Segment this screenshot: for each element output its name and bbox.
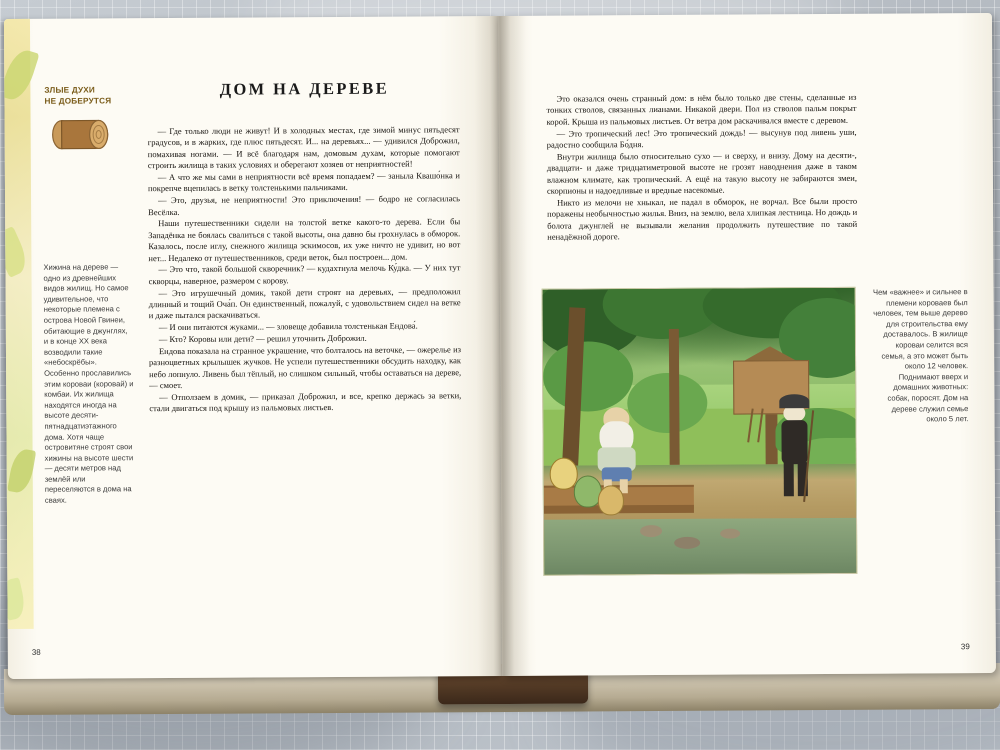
right-page — [498, 13, 996, 676]
paragraph: Наши путешественники сидели на толстой ветке какого-то дерева. Если бы Западёнка не боялась свалиться с такой высоты, она давно бы грохнулась в обморок. Казалось, после иглу, снежного жилища эскимосов, их уже ничто не удивит, но вот нет... Недалеко от путешественников, среди веток, был построен... дом. — [148, 216, 461, 263]
page-number-right: 39 — [960, 642, 970, 652]
sidebar-heading: ЗЛЫЕ ДУХИ НЕ ДОБЕРУТСЯ — [44, 85, 112, 106]
paragraph: Это оказался очень странный дом: в нём было только две стены, сделанные из тонких стволов, связанных лианами. Никакой двери. Пол из стволов пальм покрыт корой. Крыша из пальмовых листьев. От ветра дом раскачивался вместе с деревом. — [546, 91, 857, 127]
rock — [640, 525, 662, 537]
left-page-body — [148, 124, 462, 415]
foliage-blob — [543, 341, 633, 412]
right-page-body — [546, 92, 857, 244]
mask-prop — [598, 485, 624, 515]
paragraph: — Это тропический лес! Это тропический дождь! — высунув под ливень уши, радостно сообщила Бо́дня. — [546, 126, 857, 150]
paragraph: — Где только люди не живут! И в холодных местах, где зимой минус пятьдесят градусов, и в жарких, где плюс пятьдесят. И... на деревьях... — удивился Доброжил, помахивая ногами. — И всё благодаря нам, домовым духам, которые помогают строить жилища в таких условиях и оберегают хозяев от неприятностей! — [147, 124, 460, 171]
page-number-left: 38 — [31, 647, 41, 657]
sidebar-note-text: Хижина на дереве — одно из древнейших видов жилищ. Но самое удивительное, что некоторые племена с острова Новой Гвинеи, обитающие в джунглях, и в конце XX века возводили такие «небоскрёбы». Особенно прославились этим короваи (коровай) и комбаи. Их жилища находятся иногда на высоте десяти-пятнадцатиэтажного дома. Хотя чаще островитяне строят свои хижины на высоте шести — десяти метров над землёй или переселяются в дома на сваях. — [43, 262, 134, 505]
paragraph: Никто из мелочи не хныкал, не падал в обморок, не ворчал. Все были просто поражены необычностью жилья. Вниз, на землю, вела хлипкая лестница. Но дождь и болота джунглей не вызывали желания продолжить путешествие по такой ненадёжной дороге. — [547, 195, 858, 242]
tree-house-jungle-illustration — [542, 287, 858, 576]
tree-trunk — [669, 329, 680, 479]
decorative-margin-strip — [4, 16, 34, 629]
open-book — [4, 13, 996, 695]
illustration-water — [544, 518, 856, 575]
tribal-character-figure — [773, 404, 816, 508]
paragraph: — Кто? Коровы или дети? — решил уточнить Доброжил. — [158, 332, 367, 345]
log-icon — [49, 114, 113, 154]
paragraph: — А что же мы сами в неприятности всё время попадаем? — заныла Квашо́нка и покрепче вцепилась в ветку толстенькими пальчиками. — [147, 170, 460, 194]
paragraph: Ендова показала на странное украшение, что болталось на веточке, — ожерелье из разноцветных крылышек жучков. Не успели путешественники обсудить находку, как небо лопнуло. Ливень был тёплый, но слишком сильный, чтобы оставаться на дереве, — смоет. — [149, 344, 462, 391]
rock — [720, 529, 740, 539]
paragraph: — И они питаются жуками... — зловеще добавила толстенькая Ендова́. — [158, 320, 418, 333]
right-margin-note-text: Чем «важнее» и сильнее в племени короваев был человек, тем выше дерево для строительства ему доставалось. В жилище короваи селится вся семья, а это может быть около 12 человек. Поднимают вверх и домашних животных: собак, поросят. Дом на дереве служил семье около 5 лет. — [872, 287, 969, 424]
paragraph: — Это, друзья, не неприятности! Это приключения! — бодро не согласилась Весёлка. — [148, 193, 461, 217]
mask-prop — [550, 458, 578, 490]
chapter-title: ДОМ НА ДЕРЕВЕ — [219, 78, 390, 99]
paragraph: — Отползаем в домик, — приказал Доброжил, и все, крепко держась за ветки, стали двигаться под крышу из пальмовых листьев. — [149, 390, 462, 414]
left-page — [4, 16, 502, 679]
paragraph: Внутри жилища было относительно сухо — и сверху, и внизу. Дому на десяти-, двадцати- и даже тридцатиметровой высоте не грозят наводнения даже в таком влажном климате, как тропический. А ещё на такую высоту не забираются змеи, скорпионы и надоедливые и вредные насекомые. — [546, 149, 857, 196]
paragraph: — Это игрушечный домик, такой дети строят на деревьях, — предположил длинный и тощий Оча́п. Он единственный, пожалуй, с удовольствием сидел на ветке и даже пытался раскачиваться. — [148, 285, 461, 321]
paragraph: — Это что, такой большой скворечник? — кудахтнула мелочь Ку́дка. — У них тут скворцы, наверное, размером с корову. — [148, 262, 461, 286]
